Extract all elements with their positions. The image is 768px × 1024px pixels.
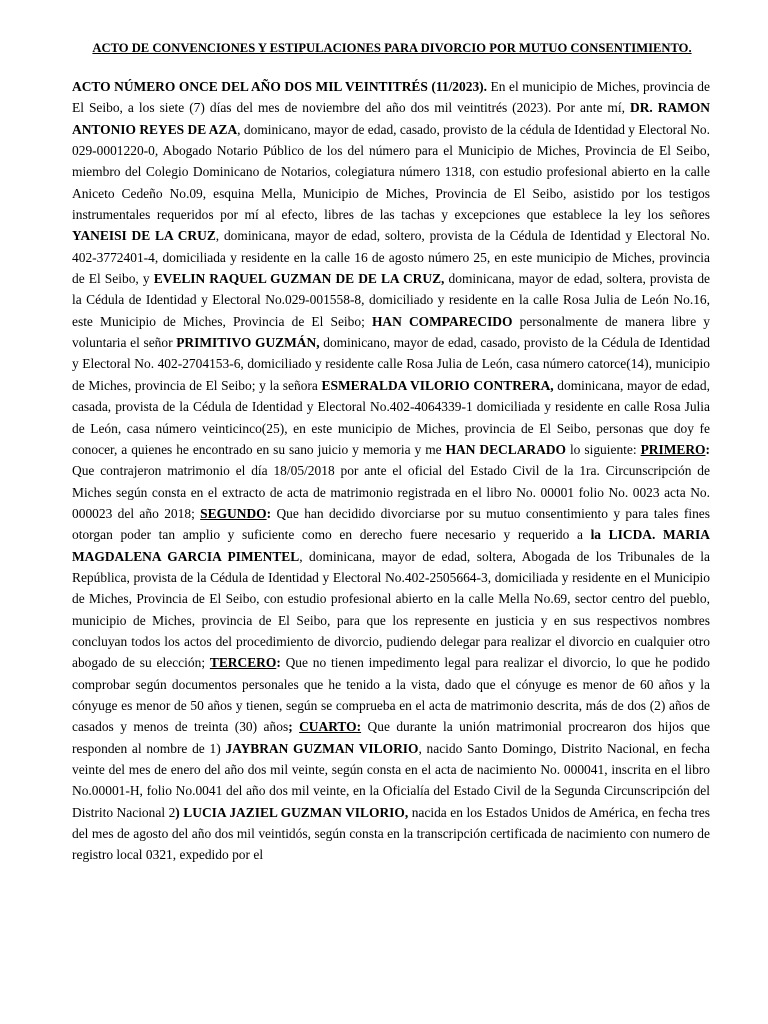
body-segment: : bbox=[266, 505, 272, 521]
body-segment: dominicana, mayor de edad, soltera, provista de la Cédula de Identidad y Electoral No.029-001558-8, domiciliado y residente en la calle Rosa Julia de León No.16, este Municipio de Miches, Provincia de El Seibo; bbox=[72, 271, 710, 329]
body-segment: DR. RAMON ANTONIO REYES DE AZA bbox=[72, 100, 711, 137]
document-body bbox=[72, 76, 710, 866]
body-segment: EVELIN RAQUEL GUZMAN DE DE LA CRUZ, bbox=[153, 271, 445, 287]
body-segment: SEGUNDO bbox=[200, 505, 267, 521]
body-segment: PRIMITIVO GUZMÁN, bbox=[176, 335, 320, 351]
body-segment: En el municipio de Miches, provincia de El Seibo, a los siete (7) días del mes de noviembre del año dos mil veintitrés (2023). Por ante mí, bbox=[72, 79, 710, 116]
body-segment: , dominicana, mayor de edad, soltera, Abogada de los Tribunales de la República, provista de la Cédula de Identidad y Electoral No.402-2505664-3, domiciliada y residente en el Municipio de Miches, Provincia de El Seibo, con estudio profesional abierto en la calle Mella No.69, sector centro del pueblo, municipio de Miches, provincia de El Seibo, para que los represente en justicia y en sus respectivos nombres concluyan todos los actos del procedimiento de divorcio, pudiendo delegar para realizar el divorcio en cualquier otro abogado de su elección; bbox=[72, 548, 710, 671]
body-segment: TERCERO bbox=[209, 655, 277, 671]
body-segment: YANEISI DE LA CRUZ bbox=[72, 228, 216, 244]
body-segment: PRIMERO bbox=[640, 441, 706, 457]
body-segment: ACTO NÚMERO ONCE DEL AÑO DOS MIL VEINTITRÉS (11/2023). bbox=[72, 79, 488, 94]
body-segment: la LICDA. MARIA MAGDALENA GARCIA PIMENTEL bbox=[72, 527, 710, 564]
body-segment: , dominicana, mayor de edad, soltero, provista de la Cédula de Identidad y Electoral No. 402-3772401-4, domiciliada y residente en la calle 16 de agosto número 25, en este municipio de Miches, provincia de El Seibo, y bbox=[72, 228, 710, 287]
body-segment: Que han decidido divorciarse por su mutuo consentimiento y para tales fines otorgan poder tan amplio y suficiente como en derecho fuere necesario y requerido a bbox=[72, 505, 710, 543]
document-title: ACTO DE CONVENCIONES Y ESTIPULACIONES PARA DIVORCIO POR MUTUO CONSENTIMIENTO. bbox=[92, 41, 692, 55]
body-segment: ; bbox=[288, 719, 300, 735]
body-segment: dominicana, mayor de edad, casada, provista de la Cédula de Identidad y Electoral No.402-4064339-1 domiciliada y residente en calle Rosa Julia de León, casa número veinticinco(25), en este municipio de Miches, provincia de El Seibo, personas que doy fe conocer, a quienes he encontrado en su sano juicio y memoria y me bbox=[72, 377, 710, 457]
body-segment: Que durante la unión matrimonial procrearon dos hijos que responden al nombre de 1) bbox=[72, 719, 710, 756]
body-segment: : bbox=[705, 441, 710, 457]
body-segment: lo siguiente: bbox=[566, 441, 641, 457]
body-segment: JAYBRAN GUZMAN VILORIO bbox=[225, 740, 419, 756]
body-segment: ESMERALDA VILORIO CONTRERA, bbox=[321, 377, 554, 393]
body-segment: dominicano, mayor de edad, casado, provisto de la Cédula de Identidad y Electoral No. 402-2704153-6, domiciliado y residente calle Rosa Julia de León, casa número catorce(14), municipio de Miches, provincia de El Seibo; y la señora bbox=[72, 335, 711, 393]
body-segment: ) LUCIA JAZIEL GUZMAN VILORIO, bbox=[175, 804, 409, 820]
body-segment: Que no tienen impedimento legal para realizar el divorcio, lo que he podido comprobar según documentos personales que he tenido a la vista, dado que el cónyuge es menor de 60 años y la cónyuge es menor de 50 años y tienen, según se comprueba en el acta de matrimonio descrita, más de dos (2) años de casados y menos de treinta (30) años bbox=[72, 655, 710, 735]
body-segment: , nacido Santo Domingo, Distrito Nacional, en fecha veinte del mes de enero del año dos mil veinte, según consta en el acta de nacimiento No. 000041, inscrita en el libro No.00001-H, folio No.0041 del año dos mil veinte, en la Oficialía del Estado Civil de la Segunda Circunscripción del Distrito Nacional 2 bbox=[72, 740, 710, 820]
body-segment: HAN DECLARADO bbox=[445, 441, 566, 457]
body-segment: , dominicano, mayor de edad, casado, provisto de la cédula de Identidad y Electoral No. 029-0001220-0, Abogado Notario Público de los del número para el Municipio de Miches, Provincia de El Seibo, miembro del Colegio Dominicano de Notarios, colegiatura número 1318, con estudio profesional abierto en la calle Aniceto Cedeño No.09, esquina Mella, Municipio de Miches, Provincia de El Seibo, asistido por los testigos instrumentales requeridos por mí al efecto, libres de las tachas y excepciones que establece la ley los señores bbox=[72, 121, 710, 223]
body-segment: : bbox=[276, 655, 281, 671]
body-segment: CUARTO: bbox=[299, 719, 362, 735]
body-segment: Que contrajeron matrimonio el día 18/05/2018 por ante el oficial del Estado Civil de la 1ra. Circunscripción de Miches según consta en el extracto de acta de matrimonio registrada en el libro No. 00001 folio No. 0023 acta No. 000023 del año 2018; bbox=[72, 463, 710, 521]
body-segment: nacida en los Estados Unidos de América, en fecha tres del mes de agosto del año dos mil veintidós, según consta en la transcripción certificada de nacimiento con numero de registro local 0321, expedido por el bbox=[72, 804, 711, 863]
body-segment: personalmente de manera libre y voluntaria el señor bbox=[72, 313, 710, 351]
body-segment: HAN COMPARECIDO bbox=[371, 313, 513, 329]
